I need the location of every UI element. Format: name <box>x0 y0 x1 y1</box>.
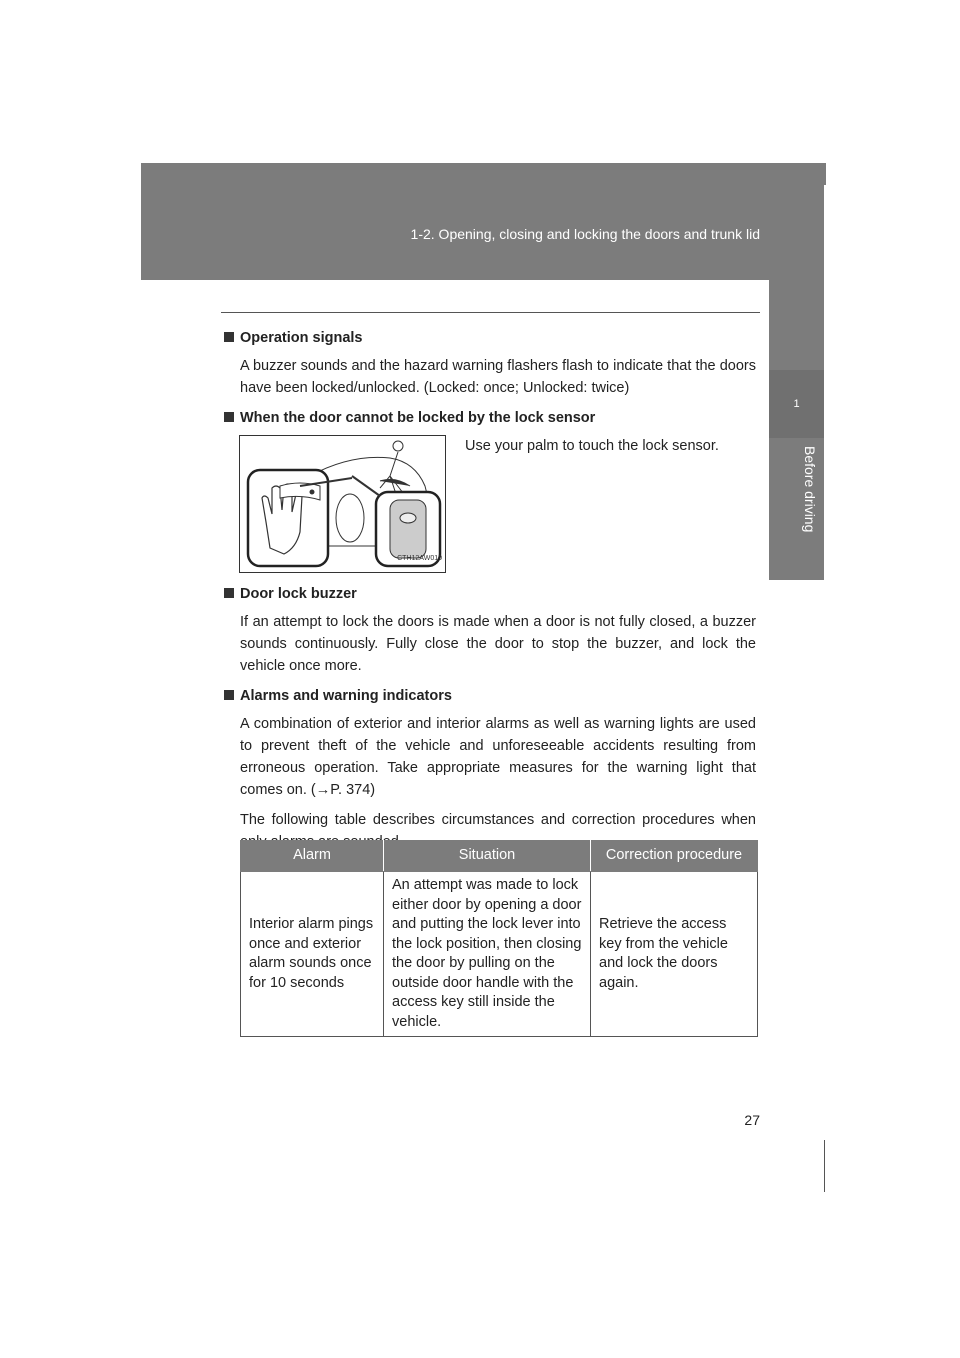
cell-alarm: Interior alarm pings once and exterior alarm sounds once for 10 seconds <box>241 872 384 1037</box>
side-tab-number: 1 <box>769 370 824 438</box>
text-operation-signals: A buzzer sounds and the hazard warning flashers flash to indicate that the doors have been locked/unlocked. (Locked: once; Unlocked: twice) <box>240 358 756 396</box>
heading-door-lock-buzzer: Door lock buzzer <box>224 583 756 605</box>
text-door-lock-buzzer: If an attempt to lock the doors is made when a door is not fully closed, a buzzer sounds continuously. Fully close the door to stop the buzzer, and lock the vehicle once more. <box>240 614 756 674</box>
header-corner-mark <box>824 163 826 185</box>
cell-correction: Retrieve the access key from the vehicle and lock the doors again. <box>591 872 758 1037</box>
page-content <box>224 327 756 853</box>
col-header-correction: Correction procedure <box>591 841 758 872</box>
table-row <box>241 872 758 1037</box>
lock-sensor-caption: Use your palm to touch the lock sensor. <box>465 438 719 454</box>
page-number: 27 <box>744 1112 760 1128</box>
table-header-row <box>241 841 758 872</box>
side-tab-label: Before driving <box>801 446 818 533</box>
col-header-situation: Situation <box>384 841 591 872</box>
heading-lock-sensor: When the door cannot be locked by the lock sensor <box>224 407 756 429</box>
chapter-header <box>141 163 824 280</box>
lock-sensor-illustration <box>239 435 446 573</box>
square-bullet-icon <box>224 332 234 342</box>
square-bullet-icon <box>224 588 234 598</box>
text-alarms-2: The following table describes circumstances and correction procedures when <box>240 812 756 828</box>
text-alarms-1: A combination of exterior and interior alarms as well as warning lights are used to prevent theft of the vehicle and unforeseeable accidents resulting from erroneous operation. Take appropriate measures for the warning light that comes on. (→P. 374) <box>240 716 756 798</box>
alarms-table <box>240 840 758 1037</box>
heading-operation-signals: Operation signals <box>224 327 756 349</box>
col-header-alarm: Alarm <box>241 841 384 872</box>
square-bullet-icon <box>224 690 234 700</box>
header-rule <box>221 312 760 313</box>
figure-row <box>224 435 756 585</box>
footer-rule <box>824 1140 825 1192</box>
square-bullet-icon <box>224 412 234 422</box>
figure-code: CTH12AW010 <box>397 555 442 562</box>
heading-alarms: Alarms and warning indicators <box>224 685 756 707</box>
side-tab-label-wrap <box>769 446 824 546</box>
chapter-title: 1-2. Opening, closing and locking the doors and trunk lid <box>410 226 760 242</box>
cell-situation: An attempt was made to lock either door by opening a door and putting the lock lever into the lock position, then closing the door by pulling on the outside door handle with the access key still inside the vehicle. <box>384 872 591 1037</box>
